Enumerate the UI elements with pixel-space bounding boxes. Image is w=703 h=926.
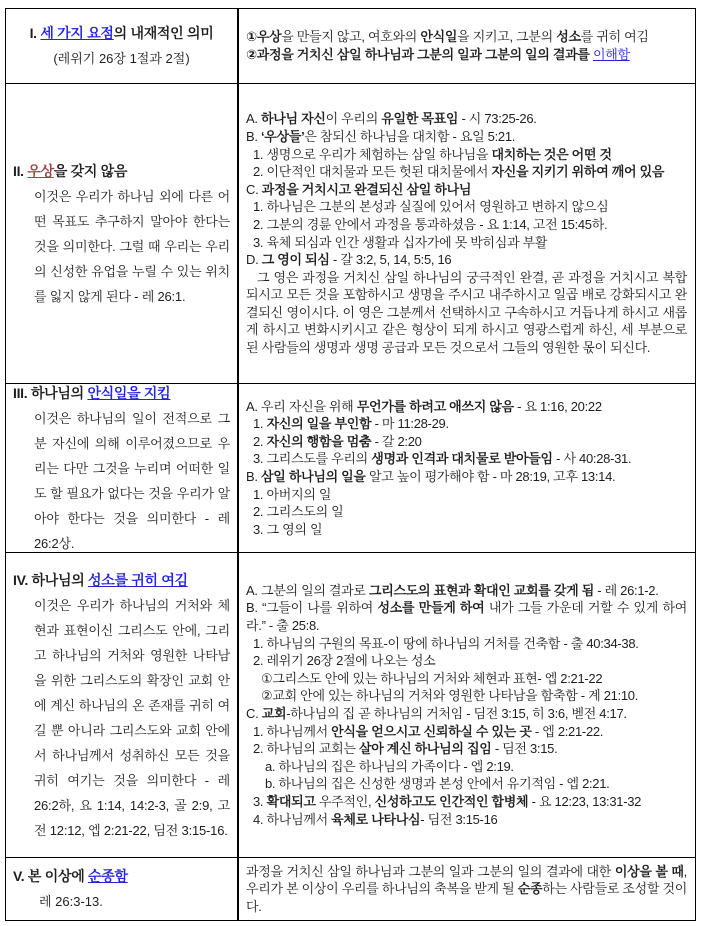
outline-table [5,8,696,921]
text-run: A. 그분의 일의 결과로 [246,582,369,598]
emphasis-text: ‘우상들’ [261,128,305,144]
outline-line [246,46,687,64]
inline-link[interactable]: 이해함 [592,47,630,62]
outline-line [246,758,687,776]
section-title [13,383,230,406]
text-run: 내가 그들 가운데 거할 수 있게 하여라.” - 출 25:8. [246,600,687,634]
text-run: 알고 높이 평가해야 함 - 마 28:19, 고후 13:14. [365,469,616,484]
left-cell [6,84,239,383]
text-run: a. 하나님의 집은 하나님의 가족이다 - 엡 2:19. [265,758,514,774]
emphasis-text: I. [29,25,41,41]
outline-row-5 [6,857,695,920]
outline-line [246,415,687,433]
text-run: ②교회 안에 있는 하나님의 거처와 영원한 나타남을 함축함 - 계 21:10. [261,688,639,704]
text-run: 1. 아버지의 일 [253,486,332,502]
outline-line [246,110,687,128]
text-run: 1. 하나님의 구원의 목표-이 땅에 하나님의 거처를 건축함 - 출 40:34-38. [253,635,639,651]
emphasis-text: 순종 [517,881,543,897]
outline-line [246,251,687,269]
text-run: 3. [253,793,267,809]
text-run: - 갈 3:2, 5, 14, 5:5, 16 [329,252,452,268]
outline-line [246,521,687,539]
outline-line [246,723,687,741]
text-run: - 시 73:25-26. [458,111,537,127]
text-run: A. 우리 자신을 위해 [246,398,357,414]
outline-line [246,705,687,723]
emphasis-text: 의 내재적인 의미 [113,25,214,41]
text-run: 2. [253,433,267,449]
emphasis-text: 성소 [556,29,581,45]
text-run: C. [246,706,262,721]
emphasis-text: III. 하나님의 [13,384,88,401]
emphasis-text: 신성하고도 인간적인 합병체 [374,793,529,809]
text-run: - 딤전 3:15-16 [420,811,498,827]
inline-link-red[interactable]: 우상 [27,162,54,179]
emphasis-text: 유일한 목표임 [381,111,459,127]
text-run: 은 참되신 하나님을 대치함 - 요일 5:21. [304,128,516,144]
left-cell [6,858,239,920]
emphasis-text: 자신의 행함을 멈춤 [266,433,372,449]
emphasis-text: 살아 계신 하나님의 집임 [358,741,492,757]
text-run: 을 만들지 않고, 여호와의 [281,29,421,45]
outline-line [246,687,687,705]
emphasis-text: 그 영이 되심 [261,252,330,268]
right-cell [239,384,695,552]
text-run: A. [246,111,261,127]
outline-line [246,503,687,521]
outline-line [246,740,687,758]
section-title [13,159,230,184]
section-title [13,864,230,889]
outline-row-4 [6,552,695,857]
outline-paragraph [246,863,687,916]
text-run: - 요 12:23, 13:31-32 [528,793,642,809]
section-description: 이것은 하나님의 일이 전적으로 그분 자신에 의해 이루어졌으므로 우리는 다만 그것을 누리며 어떠한 일도 할 필요가 없다는 것을 우리가 알아야 한다는 것을 의미한다 - 레 26:2상. [34,410,230,551]
outline-line [246,652,687,670]
outline-line [246,468,687,486]
text-run: - 마 11:28-29. [371,416,449,432]
text-run: - 레 26:1-2. [593,582,659,598]
text-run: - 딤전 3:15. [491,741,558,757]
text-run: 하는 사람들로 조성할 것이다. [246,881,688,914]
right-cell [239,84,695,383]
emphasis-text: V. 본 이상에 [13,868,89,884]
outline-line [246,793,687,811]
text-run: 2. 레위기 26장 2절에 나오는 성소 [253,653,436,669]
section-reference: 레 26:3-13. [39,894,103,909]
text-run: 1. 하나님은 그분의 본성과 실질에 있어서 영원하고 변하지 않으심 [253,199,609,215]
text-run: 3. 그리스도를 우리의 [253,451,372,467]
text-run: 을 지키고, 그분의 [457,29,557,45]
emphasis-text: 생명과 인격과 대치물로 받아들임 [371,451,553,467]
outline-line [246,433,687,451]
right-cell [239,9,695,83]
outline-row-3 [6,383,695,552]
emphasis-text: 자신의 일을 부인함 [266,416,372,432]
text-run: 2. 그리스도의 일 [253,504,344,520]
emphasis-text: 성소를 만들게 하여 [377,600,485,616]
outline-row-2 [6,83,695,383]
text-run: 과정을 거치신 삼일 하나님과 그분의 일과 그분의 일의 결과에 대한 [246,863,615,879]
text-run: 3. 육체 되심과 인간 생활과 십자가에 못 박히심과 부활 [253,234,548,250]
emphasis-text: 안식일 [420,29,458,45]
outline-line [246,198,687,216]
outline-line [246,811,687,829]
text-run: B. [246,469,261,484]
emphasis-text: 교회 [261,706,287,721]
outline-line [246,450,687,468]
emphasis-text: 하나님 자신 [261,111,326,127]
outline-line [246,234,687,252]
section-description: 이것은 우리가 하나님의 거처와 체현과 표현이신 그리스도 안에, 그리고 하나님의 거처와 영원한 나타남을 위한 그리스도의 확장인 교회 안에 계신 하나님의 온 존재를 귀히 여길 뿐 아니라 그리스도와 교회 안에서 하나님께서 성취하신 모든 것을 귀히 여기는 것을 의미한다 - 레 26:2하, 요 1:14, 14:2-3, 골 2:9, 고전 12:12, 엡 2:21-22, 딤전 3:15-16. [34,597,230,838]
text-run: 1. 하나님께서 [253,723,332,739]
section-description: 이것은 우리가 하나님 외에 다른 어떤 목표도 추구하지 말아야 한다는 것을 의미한다. 그럴 때 우리는 우리의 신성한 유업을 누릴 수 있는 위치를 잃지 않게 된다 - 레 26:1. [34,188,230,304]
outline-line [246,582,687,600]
outline-line [246,128,687,146]
text-run: 4. 하나님께서 [253,811,332,827]
text-run: - 요 1:16, 20:22 [513,398,602,414]
text-run: 를 귀히 여김 [580,29,649,45]
text-run: 그 영은 과정을 거치신 삼일 하나님의 궁극적인 완결, 곧 과정을 거치시고 복합되시고 모든 것을 포함하시고 생명을 주시고 내주하시고 일곱 배로 강화되시고 완결되신 영이시다. 이 영은 그분께서 선택하시고 구속하시고 거듭나게 하시고 새롭게 하시고 변화시키시고 같은 형상이 되게 하시고 영광스럽게 하신, 세 부분으로 된 사람들의 생명과 생명 공급과 모든 것으로서 그들의 영원한 몫이 되신다. [246,269,687,356]
right-cell [239,858,695,920]
right-cell [239,553,695,857]
left-cell [6,384,239,552]
text-run: , 우리가 본 이상이 우리를 하나님의 축복을 받게 될 [246,863,687,897]
outline-row-1 [6,9,695,83]
inline-link[interactable]: 세 가지 요점 [40,25,114,41]
outline-line [246,599,687,634]
inline-link[interactable]: 안식일을 지킴 [87,384,171,401]
emphasis-text: ②과정을 거치신 삼일 하나님과 그분의 일과 그분의 일의 결과를 [246,47,593,62]
emphasis-text: 안식을 얻으시고 신뢰하실 수 있는 곳 [331,723,532,739]
text-run: ①그리스도 안에 있는 하나님의 거처와 체현과 표현- 엡 2:21-22 [261,670,603,686]
inline-link[interactable]: 순종함 [88,868,128,884]
outline-paragraph [246,269,687,357]
text-run: -하나님의 집 곧 하나님의 거처임 - 딤전 3:15, 히 3:6, 벧전 4:17. [286,706,627,721]
outline-line [246,635,687,653]
emphasis-text: II. [13,162,28,179]
text-run: 2. 하나님의 교회는 [253,741,359,757]
text-run: B. [246,128,261,144]
text-run: 우주적인, [315,793,375,809]
emphasis-text: 삼일 하나님의 일을 [261,469,366,484]
outline-line [246,181,687,199]
text-run: C. [246,181,262,197]
emphasis-text: 이상을 볼 때 [614,863,684,879]
text-run: - 엡 2:21-22. [531,723,604,739]
section-title [13,568,230,593]
outline-line [246,28,687,46]
outline-line [246,398,687,416]
emphasis-text: ①우상 [246,29,282,45]
emphasis-text: 무언가를 하려고 애쓰지 않음 [356,398,514,414]
text-run: 이 우리의 [325,111,382,127]
text-run: D. [246,252,262,268]
section-reference: (레위기 26장 1절과 2절) [53,51,190,66]
text-run: 1. 생명으로 우리가 체험하는 삼일 하나님을 [253,146,492,162]
emphasis-text: 대치하는 것은 어떤 것 [491,146,612,162]
text-run: - 갈 2:20 [371,433,422,449]
emphasis-text: IV. 하나님의 [13,571,89,588]
text-run: 3. 그 영의 일 [253,521,323,537]
inline-link[interactable]: 성소를 귀히 여김 [88,571,188,588]
outline-line [246,146,687,164]
emphasis-text: 그리스도의 표현과 확대인 교회를 갖게 됨 [369,582,594,598]
text-run: 2. 그분의 경륜 안에서 과정을 통과하셨음 - 요 1:14, 고전 15:45하. [253,216,608,232]
left-cell [6,9,239,83]
emphasis-text: 확대되고 [266,793,316,809]
text-run: - 사 40:28-31. [552,451,632,467]
emphasis-text: 과정을 거치시고 완결되신 삼일 하나님 [261,181,472,197]
text-run: b. 하나님의 집은 신성한 생명과 본성 안에서 유기적임 - 엡 2:21. [265,776,610,792]
emphasis-text: 자신을 지키기 위하여 깨어 있음 [491,164,665,180]
outline-line [246,216,687,234]
emphasis-text: 을 갖지 않음 [53,162,128,179]
outline-line [246,163,687,181]
left-cell [6,553,239,857]
emphasis-text: 육체로 나타나심 [331,811,421,827]
outline-line [246,670,687,688]
text-run: 2. 이단적인 대치물과 모든 헛된 대치물에서 [253,164,492,180]
outline-line [246,775,687,793]
text-run: 1. [253,416,267,432]
section-title [13,21,230,46]
outline-line [246,486,687,504]
text-run: B. “그들이 나를 위하여 [246,600,378,616]
